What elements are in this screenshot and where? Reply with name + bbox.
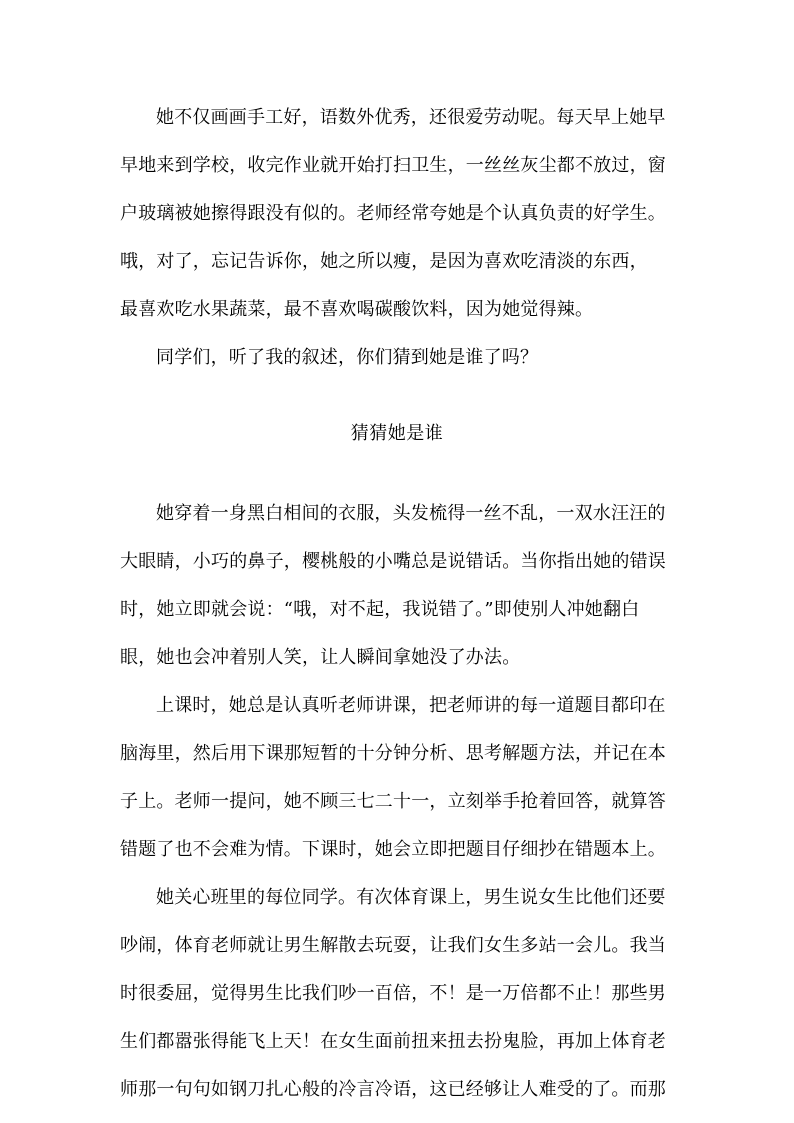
paragraph-line: 错题了也不会难为情。下课时，她会立即把题目仔细抄在错题本上。 (120, 839, 666, 860)
paragraph-line: 生们都嚣张得能飞上天！在女生面前扭来扭去扮鬼脸，再加上体育老 (120, 1031, 666, 1052)
paragraph-line: 哦，对了，忘记告诉你，她之所以瘦，是因为喜欢吃清淡的东西， (120, 251, 648, 272)
paragraph-line: 子上。老师一提问，她不顾三七二十一，立刻举手抢着回答，就算答 (120, 791, 666, 812)
paragraph-line: 时很委屈，觉得男生比我们吵一百倍，不！是一万倍都不止！那些男 (120, 983, 666, 1004)
paragraph-line: 同学们，听了我的叙述，你们猜到她是谁了吗？ (156, 347, 539, 368)
paragraph-line: 户玻璃被她擦得跟没有似的。老师经常夸她是个认真负责的好学生。 (120, 203, 666, 224)
paragraph-line: 上课时，她总是认真听老师讲课，把老师讲的每一道题目都印在 (156, 695, 666, 716)
paragraph-line: 眼，她也会冲着别人笑，让人瞬间拿她没了办法。 (120, 647, 521, 668)
paragraph-line: 大眼睛，小巧的鼻子，樱桃般的小嘴总是说错话。当你指出她的错误 (120, 551, 666, 572)
paragraph-line: 她关心班里的每位同学。有次体育课上，男生说女生比他们还要 (156, 887, 666, 908)
paragraph-line: 她穿着一身黑白相间的衣服，头发梳得一丝不乱，一双水汪汪的 (156, 503, 666, 524)
paragraph-line: 脑海里，然后用下课那短暂的十分钟分析、思考解题方法，并记在本 (120, 743, 666, 764)
paragraph-line: 时，她立即就会说：“哦，对不起，我说错了。”即使别人冲她翻白 (120, 599, 640, 620)
paragraph-line: 她不仅画画手工好，语数外优秀，还很爱劳动呢。每天早上她早 (156, 107, 666, 128)
paragraph-line: 早地来到学校，收完作业就开始打扫卫生，一丝丝灰尘都不放过，窗 (120, 155, 666, 176)
paragraph-line: 师那一句句如钢刀扎心般的冷言冷语，这已经够让人难受的了。而那 (120, 1079, 666, 1100)
essay-title: 猜猜她是谁 (350, 423, 444, 444)
paragraph-line: 最喜欢吃水果蔬菜，最不喜欢喝碳酸饮料，因为她觉得辣。 (120, 299, 594, 320)
paragraph-line: 吵闹，体育老师就让男生解散去玩耍，让我们女生多站一会儿。我当 (120, 935, 666, 956)
